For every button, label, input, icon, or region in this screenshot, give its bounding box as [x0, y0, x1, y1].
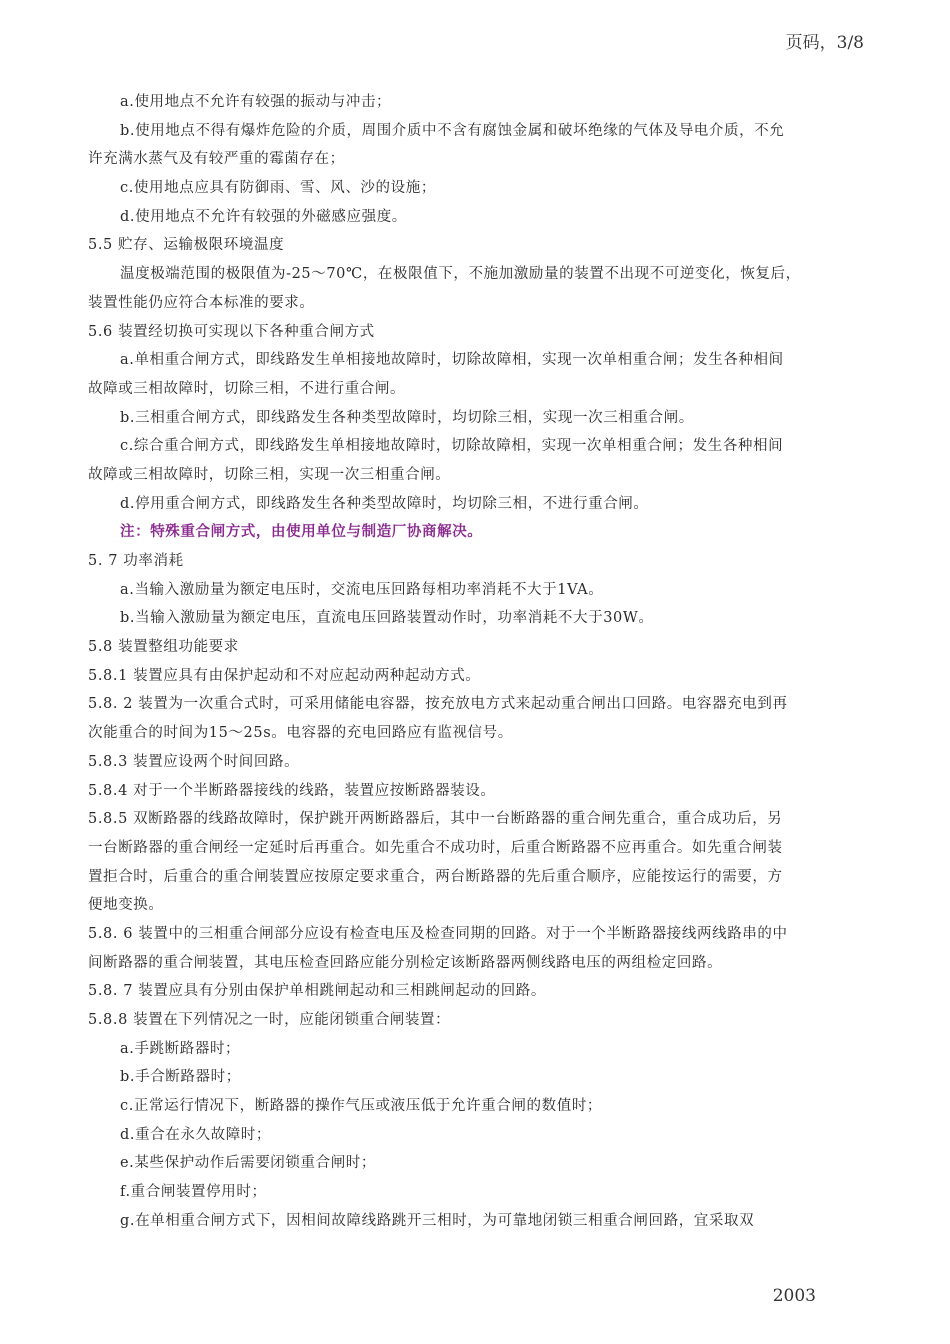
text-line: 5.6 装置经切换可实现以下各种重合闸方式 [88, 323, 375, 340]
text-line: f.重合闸装置停用时； [120, 1184, 267, 1201]
text-line: 5.8.4 对于一个半断路器接线的线路，装置应按断路器装设。 [88, 782, 496, 799]
text-line: 一台断路器的重合闸经一定延时后再重合。如先重合不成功时，后重合断路器不应再重合。如先重合闸装 [88, 839, 783, 856]
text-line: 故障或三相故障时，切除三相，实现一次三相重合闸。 [88, 466, 451, 483]
text-line: b.当输入激励量为额定电压，直流电压回路装置动作时，功率消耗不大于30W。 [120, 610, 654, 627]
text-line: c.使用地点应具有防御雨、雪、风、沙的设施； [120, 180, 436, 197]
text-line: b.三相重合闸方式，即线路发生各种类型故障时，均切除三相，实现一次三相重合闸。 [120, 409, 694, 426]
text-line: b.手合断路器时； [120, 1069, 241, 1086]
text-line: 许充满水蒸气及有较严重的霉菌存在； [88, 151, 345, 168]
text-line: a.手跳断路器时； [120, 1040, 241, 1057]
text-line: d.停用重合闸方式，即线路发生各种类型故障时，均切除三相，不进行重合闸。 [120, 495, 649, 512]
text-line: 5.8. 7 装置应具有分别由保护单相跳闸起动和三相跳闸起动的回路。 [88, 983, 547, 1000]
text-line: 5.5 贮存、运输极限环境温度 [88, 237, 285, 254]
text-line: 温度极端范围的极限值为-25～70℃，在极限值下，不施加激励量的装置不出现不可逆变化，恢复后， [120, 266, 801, 283]
text-line: d.使用地点不允许有较强的外磁感应强度。 [120, 208, 407, 225]
document-body [88, 88, 858, 1236]
text-line: 故障或三相故障时，切除三相，不进行重合闸。 [88, 380, 406, 397]
text-line: 间断路器的重合闸装置，其电压检查回路应能分别检定该断路器两侧线路电压的两组检定回路。 [88, 954, 723, 971]
text-line: 5.8.3 装置应设两个时间回路。 [88, 753, 300, 770]
text-line: 5. 7 功率消耗 [88, 553, 184, 569]
text-line: a.使用地点不允许有较强的振动与冲击； [120, 94, 392, 110]
text-line: b.使用地点不得有爆炸危险的介质，周围介质中不含有腐蚀金属和破坏绝缘的气体及导电介质，不允 [120, 122, 785, 139]
note-line: 注：特殊重合闸方式，由使用单位与制造厂协商解决。 [120, 523, 483, 541]
text-line: 5.8.5 双断路器的线路故障时，保护跳开两断路器后，其中一台断路器的重合闸先重合，重合成功后，另 [88, 811, 783, 828]
text-line: 5.8. 2 装置为一次重合式时，可采用储能电容器，按充放电方式来起动重合闸出口回路。电容器充电到再 [88, 696, 788, 713]
text-line: 置拒合时，后重合的重合闸装置应按原定要求重合，两台断路器的先后重合顺序，应能按运行的需要，方 [88, 868, 783, 885]
text-line: c.综合重合闸方式，即线路发生单相接地故障时，切除故障相，实现一次单相重合闸；发生各种相间 [120, 438, 784, 455]
text-line: 装置性能仍应符合本标准的要求。 [88, 294, 315, 311]
text-line: 次能重合的时间为15～25s。电容器的充电回路应有监视信号。 [88, 725, 513, 742]
text-line: c.正常运行情况下，断路器的操作气压或液压低于允许重合闸的数值时； [120, 1098, 603, 1115]
text-line: a.单相重合闸方式，即线路发生单相接地故障时，切除故障相，实现一次单相重合闸；发生各种相间 [120, 352, 784, 369]
text-line: e.某些保护动作后需要闭锁重合闸时； [120, 1155, 376, 1172]
text-line: 5.8. 6 装置中的三相重合闸部分应设有检查电压及检查同期的回路。对于一个半断路器接线两线路串的中 [88, 925, 788, 942]
text-line: 5.8.1 装置应具有由保护起动和不对应起动两种起动方式。 [88, 667, 481, 684]
page-number: 页码，3/8 [785, 33, 864, 53]
text-line: g.在单相重合闸方式下，因相间故障线路跳开三相时，为可靠地闭锁三相重合闸回路，宜采取双 [120, 1212, 755, 1229]
text-line: 5.8.8 装置在下列情况之一时，应能闭锁重合闸装置： [88, 1012, 451, 1028]
text-line: 便地变换。 [88, 897, 164, 914]
text-line: 5.8 装置整组功能要求 [88, 639, 239, 656]
text-line: a.当输入激励量为额定电压时，交流电压回路每相功率消耗不大于1VA。 [120, 581, 604, 598]
text-line: d.重合在永久故障时； [120, 1126, 271, 1143]
footer-code: 2003 [772, 1286, 816, 1306]
